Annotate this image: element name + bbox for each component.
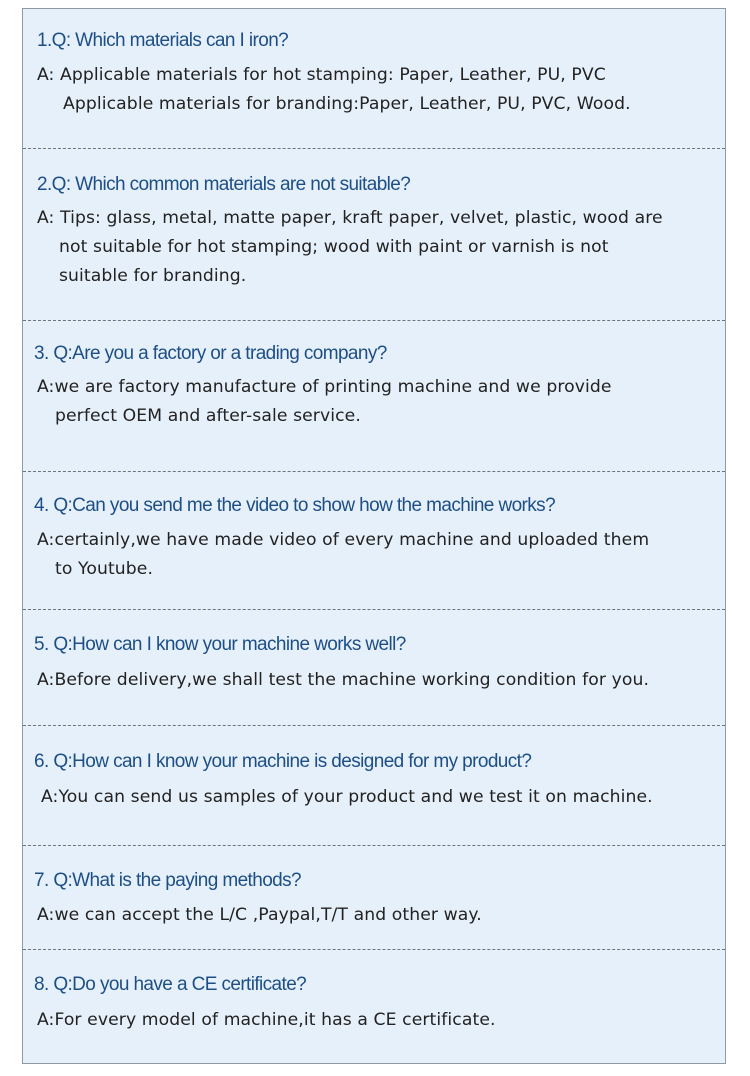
faq-answer-3-line-2: perfect OEM and after-sale service. bbox=[55, 406, 361, 426]
faq-question-7: 7. Q:What is the paying methods? bbox=[34, 870, 302, 891]
faq-answer-4-line-1: A:certainly,we have made video of every machine and uploaded them bbox=[37, 530, 650, 550]
faq-answer-5-line-1: A:Before delivery,we shall test the machine working condition for you. bbox=[37, 670, 650, 690]
faq-answer-7 bbox=[37, 901, 482, 930]
faq-divider-1 bbox=[23, 148, 725, 149]
faq-divider-5 bbox=[23, 725, 725, 726]
faq-answer-4 bbox=[37, 526, 649, 584]
faq-answer-8-line-1: A:For every model of machine,it has a CE certificate. bbox=[37, 1010, 496, 1030]
faq-answer-2-line-1: A: Tips: glass, metal, matte paper, kraft paper, velvet, plastic, wood are bbox=[37, 208, 663, 228]
faq-answer-8 bbox=[37, 1006, 496, 1035]
faq-question-2: 2.Q: Which common materials are not suitable? bbox=[37, 174, 411, 195]
faq-answer-2-line-3: suitable for branding. bbox=[59, 266, 247, 286]
faq-answer-7-line-1: A:we can accept the L/C ,Paypal,T/T and other way. bbox=[37, 905, 482, 925]
faq-question-3: 3. Q:Are you a factory or a trading company? bbox=[34, 343, 387, 364]
faq-question-1: 1.Q: Which materials can I iron? bbox=[37, 30, 289, 51]
faq-divider-6 bbox=[23, 845, 725, 846]
faq-answer-1 bbox=[37, 61, 631, 119]
faq-divider-4 bbox=[23, 609, 725, 610]
faq-question-8: 8. Q:Do you have a CE certificate? bbox=[34, 974, 307, 995]
faq-answer-6 bbox=[41, 783, 653, 812]
faq-answer-5 bbox=[37, 666, 649, 695]
faq-answer-2 bbox=[37, 204, 663, 291]
faq-answer-3 bbox=[37, 373, 612, 431]
faq-question-5: 5. Q:How can I know your machine works well? bbox=[34, 634, 406, 655]
faq-panel bbox=[22, 8, 726, 1064]
faq-question-6: 6. Q:How can I know your machine is designed for my product? bbox=[34, 751, 532, 772]
faq-divider-3 bbox=[23, 471, 725, 472]
faq-answer-2-line-2: not suitable for hot stamping; wood with paint or varnish is not bbox=[59, 237, 609, 257]
faq-divider-7 bbox=[23, 949, 725, 950]
faq-divider-2 bbox=[23, 320, 725, 321]
faq-answer-1-line-1: A: Applicable materials for hot stamping: Paper, Leather, PU, PVC bbox=[37, 65, 606, 85]
faq-answer-4-line-2: to Youtube. bbox=[55, 559, 154, 579]
faq-question-4: 4. Q:Can you send me the video to show how the machine works? bbox=[34, 495, 556, 516]
faq-answer-1-line-2: Applicable materials for branding:Paper, Leather, PU, PVC, Wood. bbox=[63, 94, 631, 114]
faq-answer-6-line-1: A:You can send us samples of your product and we test it on machine. bbox=[41, 787, 653, 807]
faq-answer-3-line-1: A:we are factory manufacture of printing machine and we provide bbox=[37, 377, 612, 397]
